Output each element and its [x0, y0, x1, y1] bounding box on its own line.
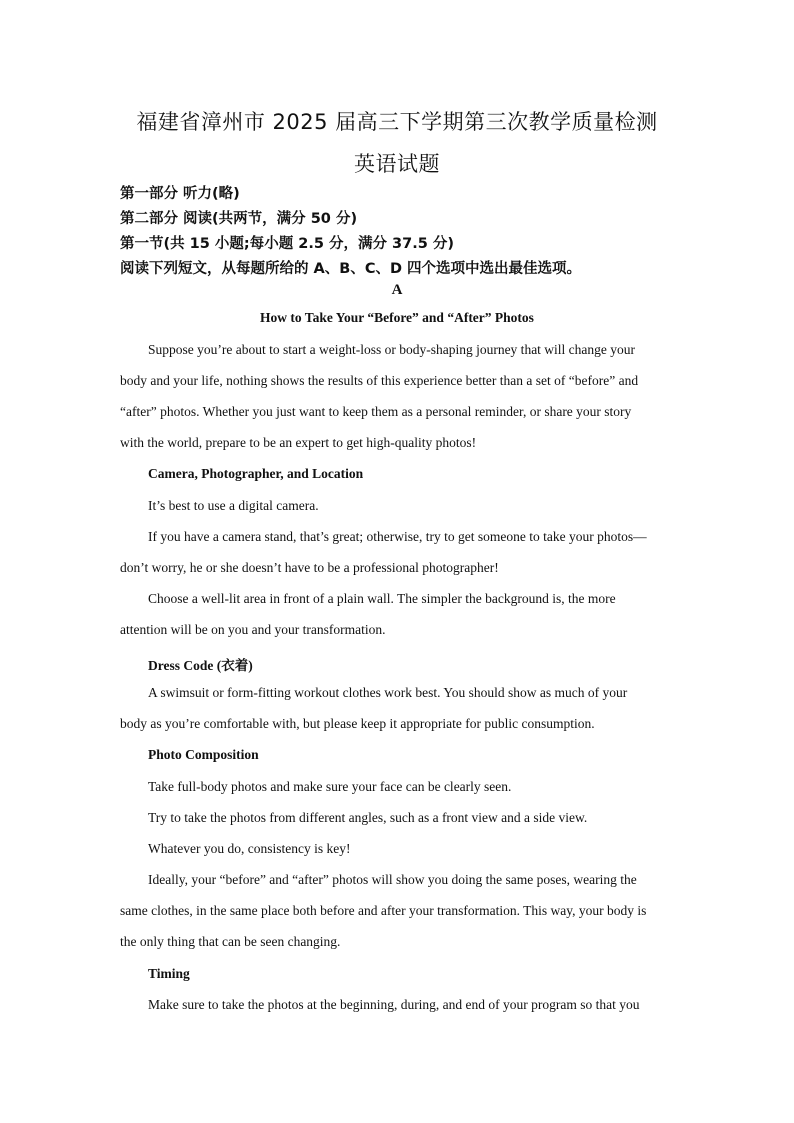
paragraph-line: same clothes, in the same place both before and after your transformation. This way, your body is [120, 903, 647, 918]
paragraph-line: If you have a camera stand, that’s great; otherwise, try to get someone to take your photos— [148, 529, 647, 544]
paragraph-line: with the world, prepare to be an expert to get high-quality photos! [120, 435, 477, 450]
section-part2-1: 第一节(共 15 小题;每小题 2.5 分，满分 37.5 分) [120, 236, 454, 252]
passage-title: How to Take Your “Before” and “After” Photos [260, 310, 534, 325]
subheading-timing: Timing [148, 966, 190, 981]
paragraph-line: don’t worry, he or she doesn’t have to be a professional photographer! [120, 560, 499, 575]
paragraph-line: A swimsuit or form-fitting workout clothes work best. You should show as much of your [148, 685, 628, 700]
paragraph-line: body as you’re comfortable with, but please keep it appropriate for public consumption. [120, 716, 595, 731]
paragraph-line: Ideally, your “before” and “after” photos will show you doing the same poses, wearing the [148, 872, 637, 887]
paragraph-line: the only thing that can be seen changing. [120, 934, 341, 949]
document-title: 福建省漳州市 2025 届高三下学期第三次教学质量检测 [136, 110, 658, 134]
paragraph-line: body and your life, nothing shows the results of this experience better than a set of “before” and [120, 373, 639, 388]
paragraph-line: It’s best to use a digital camera. [148, 498, 319, 513]
document-subtitle: 英语试题 [354, 152, 440, 176]
instruction: 阅读下列短文，从每题所给的 A、B、C、D 四个选项中选出最佳选项。 [120, 261, 582, 277]
subheading-dress-code: Dress Code (衣着) [148, 658, 253, 673]
subheading-camera: Camera, Photographer, and Location [148, 466, 364, 481]
section-part2: 第二部分 阅读(共两节，满分 50 分) [120, 211, 358, 227]
section-part1: 第一部分 听力(略) [120, 186, 240, 202]
paragraph-line: Suppose you’re about to start a weight-loss or body-shaping journey that will change your [148, 342, 636, 357]
paragraph-line: “after” photos. Whether you just want to keep them as a personal reminder, or share your story [120, 404, 632, 419]
paragraph-line: Try to take the photos from different angles, such as a front view and a side view. [148, 810, 588, 825]
paragraph-line: Choose a well-lit area in front of a plain wall. The simpler the background is, the more [148, 591, 616, 606]
paragraph-line: Take full-body photos and make sure your face can be clearly seen. [148, 779, 512, 794]
passage-letter: A [391, 282, 403, 298]
paragraph-line: Make sure to take the photos at the beginning, during, and end of your program so that you [148, 997, 640, 1012]
paragraph-line: Whatever you do, consistency is key! [148, 841, 351, 856]
paragraph-line: attention will be on you and your transformation. [120, 622, 386, 637]
subheading-photo-composition: Photo Composition [148, 747, 259, 762]
